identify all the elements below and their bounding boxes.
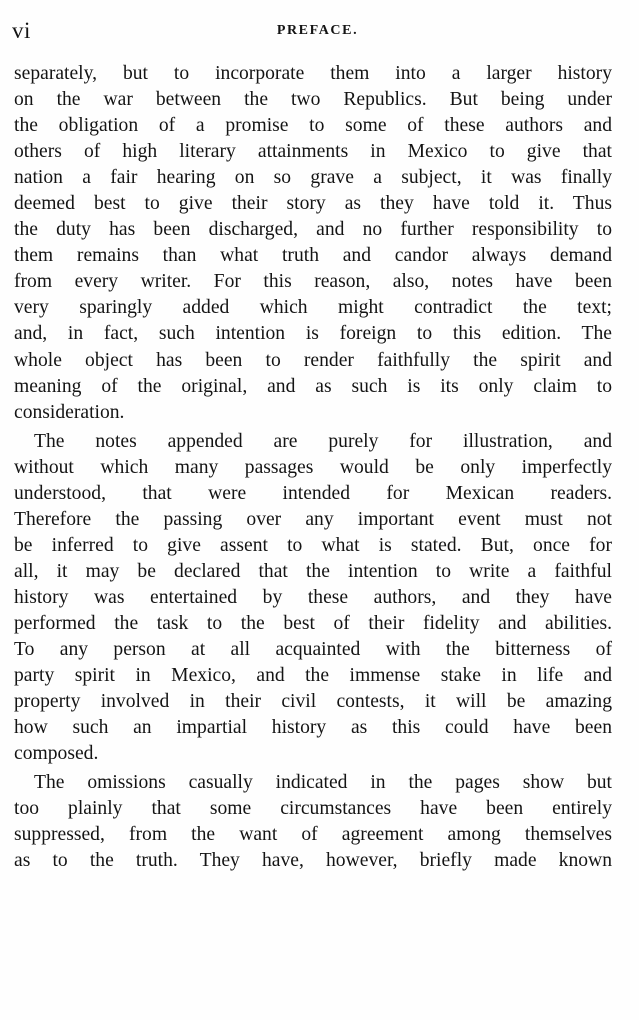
text-line: nation a fair hearing on so grave a subject, it was finally: [14, 167, 612, 189]
text-line: understood, that were intended for Mexican readers.: [14, 482, 612, 504]
text-line: without which many passages would be only imperfectly: [14, 456, 612, 478]
text-line: as to the truth. They have, however, briefly made known: [14, 850, 612, 872]
text-line: property involved in their civil contests, it will be amazing: [14, 691, 612, 713]
text-line: and, in fact, such intention is foreign to this edition. The: [14, 323, 612, 345]
paragraph-3: [14, 770, 612, 874]
running-head: [12, 18, 623, 48]
text-line: how such an impartial history as this could have been: [14, 717, 612, 739]
text-line: whole object has been to render faithfully the spirit and: [14, 349, 612, 371]
page-number: vi: [12, 18, 31, 43]
text-line: Therefore the passing over any important event must not: [14, 508, 612, 530]
text-line: very sparingly added which might contradict the text;: [14, 297, 612, 319]
text-line: be inferred to give assent to what is stated. But, once for: [14, 534, 612, 556]
text-line: consideration.: [14, 401, 125, 423]
text-line: composed.: [14, 743, 99, 765]
text-line: on the war between the two Republics. But being under: [14, 89, 612, 111]
text-line: To any person at all acquainted with the bitterness of: [14, 639, 612, 661]
text-line: too plainly that some circumstances have been entirely: [14, 798, 612, 820]
text-line: others of high literary attainments in Mexico to give that: [14, 141, 612, 163]
paragraph-2: [14, 429, 612, 768]
text-line: them remains than what truth and candor always demand: [14, 245, 612, 267]
text-line: The notes appended are purely for illustration, and: [34, 430, 612, 452]
text-line: suppressed, from the want of agreement among themselves: [14, 824, 612, 846]
body-text: [14, 61, 612, 874]
text-line: history was entertained by these authors, and they have: [14, 586, 612, 608]
text-line: meaning of the original, and as such is its only claim to: [14, 375, 612, 397]
running-title: PREFACE.: [276, 23, 359, 38]
text-line: performed the task to the best of their fidelity and abilities.: [14, 612, 612, 634]
text-line: all, it may be declared that the intention to write a faithful: [14, 560, 612, 582]
text-line: deemed best to give their story as they have told it. Thus: [14, 193, 612, 215]
text-line: the obligation of a promise to some of these authors and: [14, 115, 612, 137]
text-line: from every writer. For this reason, also, notes have been: [14, 271, 612, 293]
text-line: party spirit in Mexico, and the immense stake in life and: [14, 665, 612, 687]
text-line: the duty has been discharged, and no further responsibility to: [14, 219, 612, 241]
text-line: separately, but to incorporate them into a larger history: [14, 63, 612, 84]
text-line: The omissions casually indicated in the pages show but: [34, 772, 612, 794]
paragraph-1: [14, 61, 612, 426]
